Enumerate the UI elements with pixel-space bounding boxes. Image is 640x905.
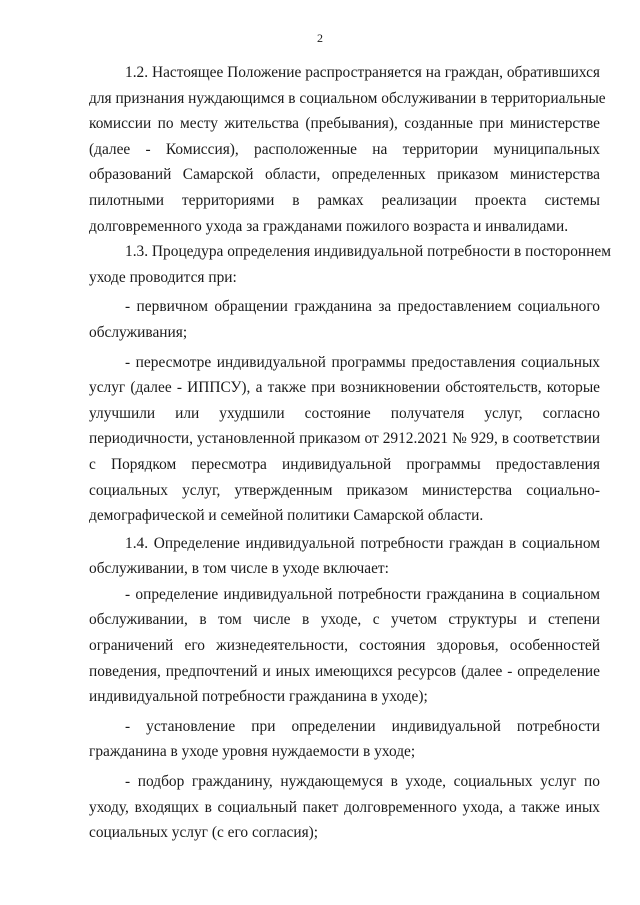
document-body [89,60,611,846]
text-line: обслуживании, в том числе в уходе, с учетом структуры и степени [89,611,600,629]
text-line: услуг (далее - ИППСУ), а также при возникновении обстоятельств, которые [89,379,600,397]
text-line: (далее - Комиссия), расположенные на территории муниципальных [89,140,600,158]
text-line: - первичном обращении гражданина за предоставлением социального [125,298,600,316]
text-line: - установление при определении индивидуальной потребности [125,717,600,735]
text-line: улучшили или ухудшили состояние получателя услуг, согласно [89,404,600,422]
text-line: долговременного ухода за гражданами пожилого возраста и инвалидами. [89,217,569,235]
text-line: 1.2. Настоящее Положение распространяется на граждан, обратившихся [125,64,600,81]
text-line: для признания нуждающимся в социальном обслуживании в территориальные [89,89,606,107]
text-line: ограничений его жизнедеятельности, состояния здоровья, особенностей [89,637,600,655]
text-line: индивидуальной потребности гражданина в уходе); [89,688,428,706]
paragraph-1-4-item-care-level [89,714,600,765]
paragraph-1-4-item-services-selection [89,769,600,846]
text-line: гражданина в уходе уровня нуждаемости в уходе; [89,743,416,761]
text-line: - подбор гражданину, нуждающемуся в уходе, социальных услуг по [125,773,600,791]
text-line: демографической и семейной политики Самарской области. [89,507,484,525]
text-line: - пересмотре индивидуальной программы предоставления социальных [125,353,600,371]
paragraph-1-3 [89,239,611,290]
text-line: 1.4. Определение индивидуальной потребности граждан в социальном [125,534,600,552]
text-line: уходу, входящих в социальный пакет долговременного ухода, а также иных [89,798,600,816]
text-line: обслуживания; [89,323,188,341]
text-line: уходе проводится при: [89,268,237,286]
paragraph-1-4 [89,531,600,582]
paragraph-1-2 [89,60,606,239]
text-line: образований Самарской области, определенных приказом министерства [89,166,600,184]
paragraph-1-3-item-primary-request [89,294,600,345]
text-line: с Порядком пересмотра индивидуальной программы предоставления [89,455,600,473]
text-line: - определение индивидуальной потребности гражданина в социальном [125,585,600,603]
text-line: периодичности, установленной приказом от 2912.2021 № 929, в соответствии [89,430,600,448]
page-number: 2 [317,31,323,45]
text-line: 1.3. Процедура определения индивидуальной потребности в постороннем [125,243,611,261]
text-line: поведения, предпочтений и иных имеющихся ресурсов (далее - определение [89,662,600,680]
text-line: социальных услуг (с его согласия); [89,824,319,842]
text-line: пилотными территориями в рамках реализации проекта системы [89,191,600,209]
paragraph-1-4-item-needs [89,582,600,710]
text-line: обслуживании, в том числе в уходе включает: [89,560,389,578]
text-line: комиссии по месту жительства (пребывания), созданные при министерстве [89,115,600,133]
paragraph-1-3-item-review [89,350,600,529]
text-line: социальных услуг, утвержденным приказом министерства социально- [89,481,600,499]
